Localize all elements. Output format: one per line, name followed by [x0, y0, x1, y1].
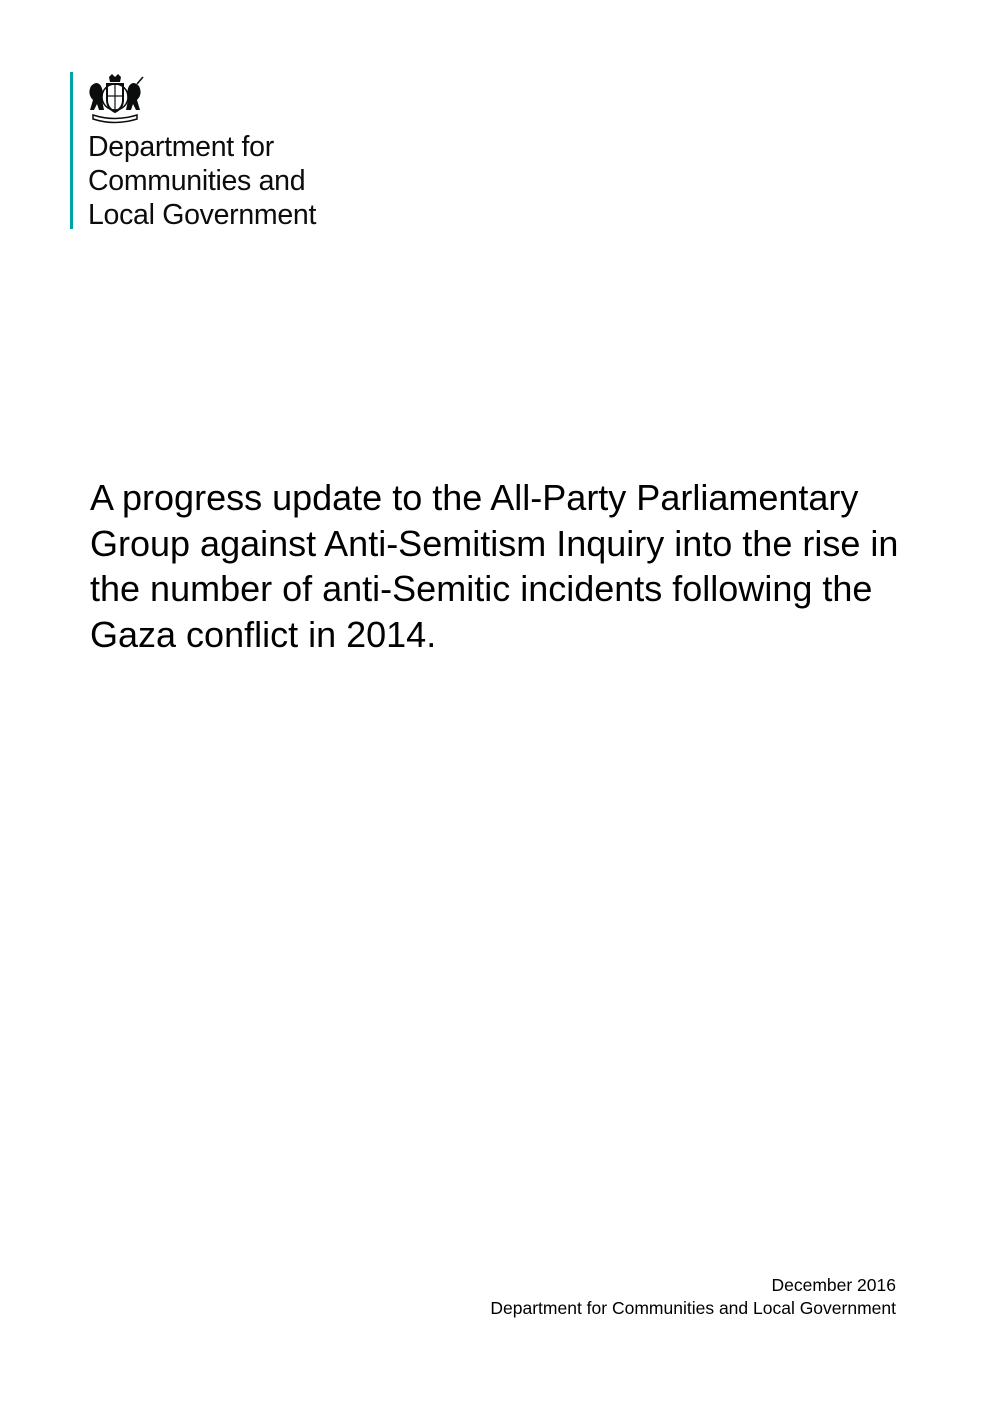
department-name-line-3: Local Government: [88, 199, 317, 231]
document-footer: [490, 1274, 896, 1320]
royal-coat-of-arms-icon: [85, 74, 145, 124]
publication-date: December 2016: [771, 1275, 896, 1295]
department-name: [88, 130, 316, 232]
department-name-line-1: Department for: [88, 131, 274, 163]
department-name-line-2: Communities and: [88, 165, 306, 197]
department-logo: [70, 72, 390, 229]
publisher-name: Department for Communities and Local Government: [490, 1298, 896, 1318]
document-title: A progress update to the All-Party Parliamentary Group against Anti-Semitism Inquiry into the rise in the number of anti-Semitic incidents following the Gaza conflict in 2014.: [90, 477, 899, 655]
